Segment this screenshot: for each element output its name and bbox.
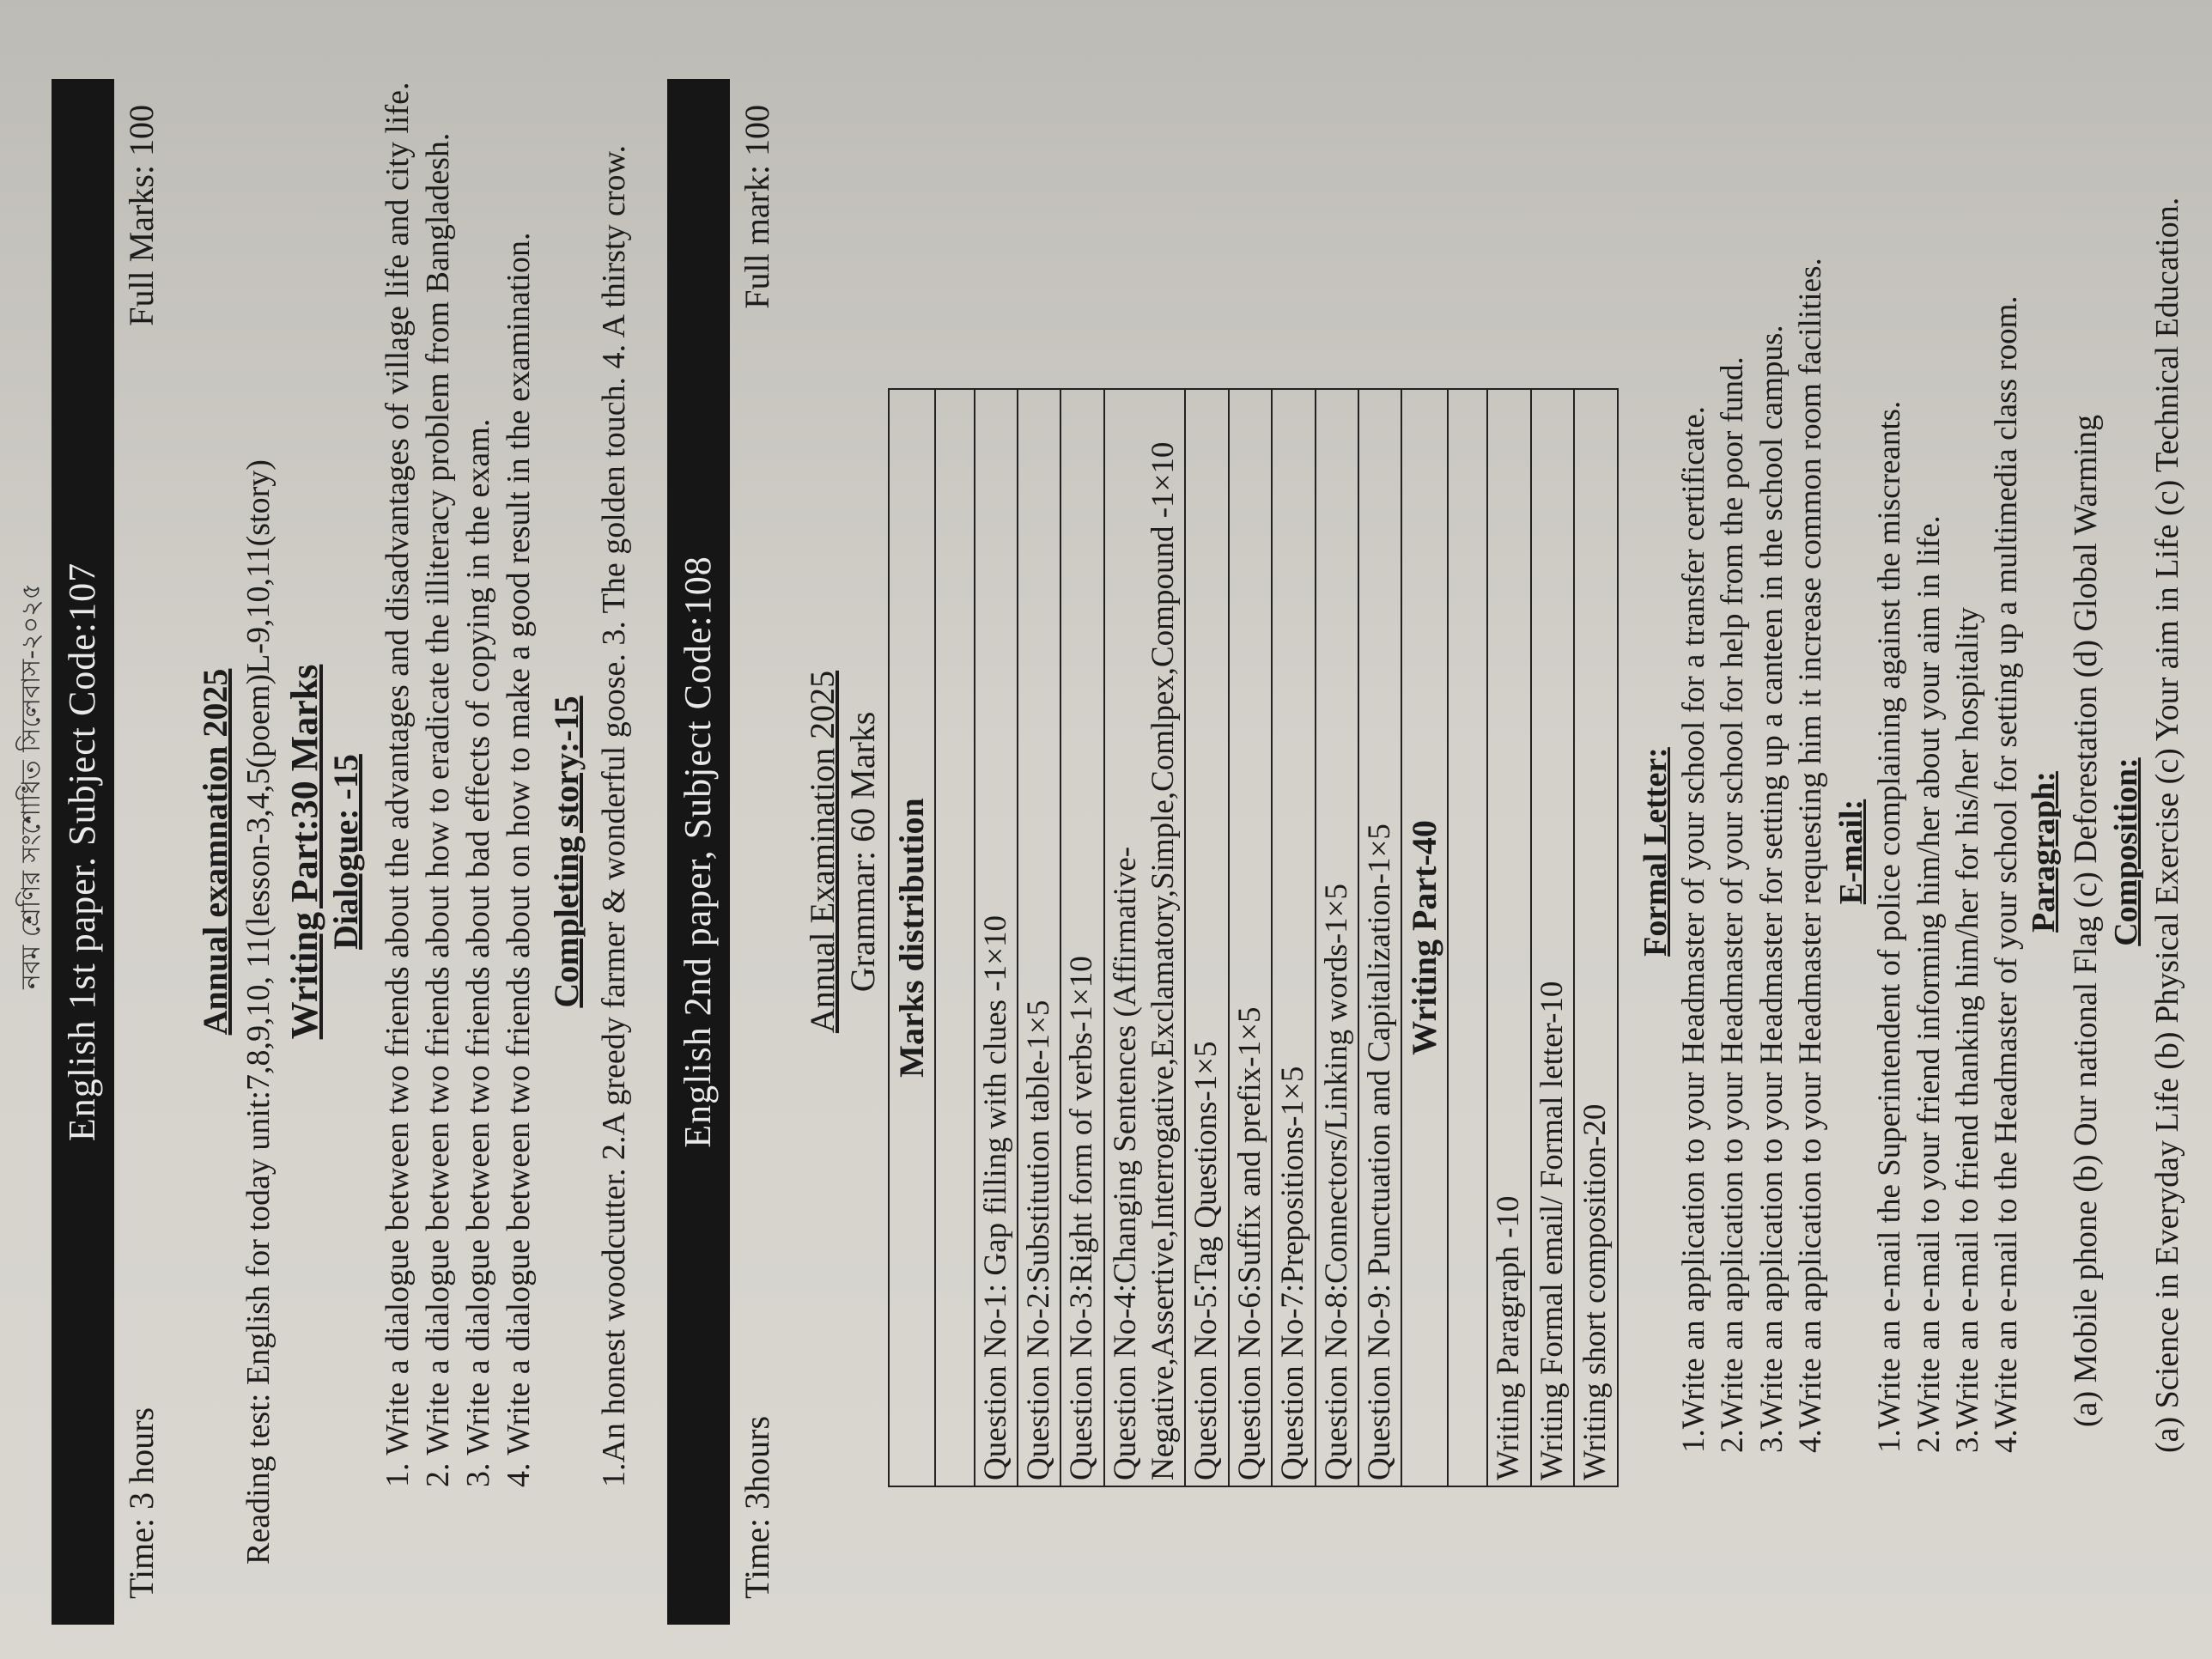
paper2-time: Time: 3hours: [737, 1415, 776, 1599]
paper1-meta: [114, 79, 161, 1625]
composition-options: (a) Science in Everyday Life (b) Physical Exercise (c) Your aim in Life (c) Technical Education.: [2149, 197, 2186, 1453]
list-item: 4.Write an e-mail to the Headmaster of your school for setting up a multimedia class room.: [1988, 295, 2024, 1453]
paragraph-options: (a) Mobile phone (b) Our national Flag (c) Deforestation (d) Global Warming: [2067, 414, 2104, 1427]
table-row: Question No-6:Suffix and prefix-1×5: [1229, 389, 1272, 1486]
email-heading: E-mail:: [1832, 799, 1869, 905]
table-row: Question No-8:Connectors/Linking words-1×5: [1316, 389, 1358, 1486]
paper1-exam-title: Annual examnation 2025: [196, 668, 234, 1036]
list-item: 1.Write an application to your Headmaster of your school for a transfer certificate.: [1676, 405, 1712, 1453]
list-item: 1. Write a dialogue between two friends about the advantages and disadvantages of village life and city life.: [380, 82, 416, 1487]
paper1-dialogue-heading: Dialogue: -15: [326, 754, 366, 950]
table-row: Question No-2:Substitution table-1×5: [1018, 389, 1060, 1486]
marks-table-spacer: [935, 389, 975, 1486]
paper1-story-heading: Completing story:-15: [546, 696, 586, 1008]
paper1-dialogue-list: [378, 79, 539, 1625]
table-row: Question No-7:Prepositions-1×5: [1272, 389, 1315, 1486]
paper1-section: [52, 79, 633, 1625]
paper1-reading-test: Reading test: English for today unit:7,8,9,10, 11(lesson-3,4,5(poem)L-9,10,11(story): [240, 459, 276, 1565]
paper1-writing-part: Writing Part:30 Marks: [283, 664, 325, 1040]
paper2-meta: [730, 79, 777, 1625]
paper2-grammar-marks: Grammar: 60 Marks: [842, 711, 882, 993]
syllabus-page: [52, 79, 2190, 1625]
list-item: 2.Write an e-mail to your friend informing him/her about your aim in life.: [1911, 515, 1947, 1453]
paper1-banner: English 1st paper. Subject Code:107: [52, 79, 114, 1625]
composition-heading: Composition:: [2107, 757, 2144, 946]
paper2-exam-title: Annual Examination 2025: [802, 670, 842, 1034]
syllabus-note: নবম শ্রেণির সংশোধিত সিলেবাস-২০২৫: [16, 582, 46, 989]
formal-letter-section: [1638, 79, 1830, 1625]
list-item: 3.Write an application to your Headmaster for setting up a canteen in the school campus.: [1753, 325, 1790, 1453]
composition-section: [2108, 79, 2187, 1625]
table-row: Question No-5:Tag Questions-1×5: [1185, 389, 1228, 1486]
paper1-full-marks: Full Marks: 100: [122, 105, 161, 326]
email-list: [1870, 79, 2026, 1625]
marks-distribution-table: [888, 388, 1619, 1487]
table-row: Question No-4:Changing Sentences (Affirmative-Negative,Assertive,Interrogative,Exclamatory,Simple,Comlpex,Compound -1×10: [1104, 389, 1186, 1486]
table-row: Writing Paragraph -10: [1487, 389, 1530, 1486]
paper2-full-marks: Full mark: 100: [737, 105, 776, 309]
formal-letter-list: [1674, 79, 1830, 1625]
marks-table-spacer: [1448, 389, 1487, 1486]
list-item: 2. Write a dialogue between two friends about how to eradicate the illiteracy problem from Bangladesh.: [420, 132, 457, 1487]
paper2-banner: English 2nd paper, Subject Code:108: [667, 79, 730, 1625]
list-item: 2.Write an application to your Headmaster of your school for help from the poor fund.: [1715, 356, 1751, 1453]
paper1-story-list: 1.An honest woodcutter. 2.A greedy farmer & wonderful goose. 3. The golden touch. 4. A thirsty crow.: [595, 145, 632, 1487]
table-row: Question No-3:Right form of verbs-1×10: [1060, 389, 1103, 1486]
marks-table-header: Marks distribution: [889, 389, 935, 1486]
email-section: [1833, 79, 2026, 1625]
writing-part-row: Writing Part-40: [1401, 389, 1448, 1486]
table-row: Writing Formal email/ Formal letter-10: [1531, 389, 1574, 1486]
formal-letter-heading: Formal Letter:: [1637, 747, 1674, 957]
list-item: 4. Write a dialogue between two friends about on how to make a good result in the examination.: [501, 232, 538, 1487]
paragraph-section: [2026, 79, 2105, 1625]
paper2-section: [667, 79, 2187, 1625]
table-row: Writing short composition-20: [1574, 389, 1617, 1486]
list-item: 1.Write an e-mail the Superintendent of police complaining against the miscreants.: [1872, 400, 1908, 1453]
list-item: 3.Write an e-mail to friend thanking him/her for his/her hospitality: [1949, 607, 1985, 1453]
table-row: Question No-1: Gap filling with clues -1×10: [975, 389, 1018, 1486]
list-item: 4.Write an application to your Headmaster requesting him it increase common room facilities.: [1792, 258, 1828, 1453]
table-row: Question No-9: Punctuation and Capitalization-1×5: [1358, 389, 1401, 1486]
paper1-time: Time: 3 hours: [122, 1407, 161, 1599]
paragraph-heading: Paragraph:: [2025, 771, 2062, 933]
list-item: 3. Write a dialogue between two friends about bad effects of copying in the exam.: [460, 418, 497, 1487]
